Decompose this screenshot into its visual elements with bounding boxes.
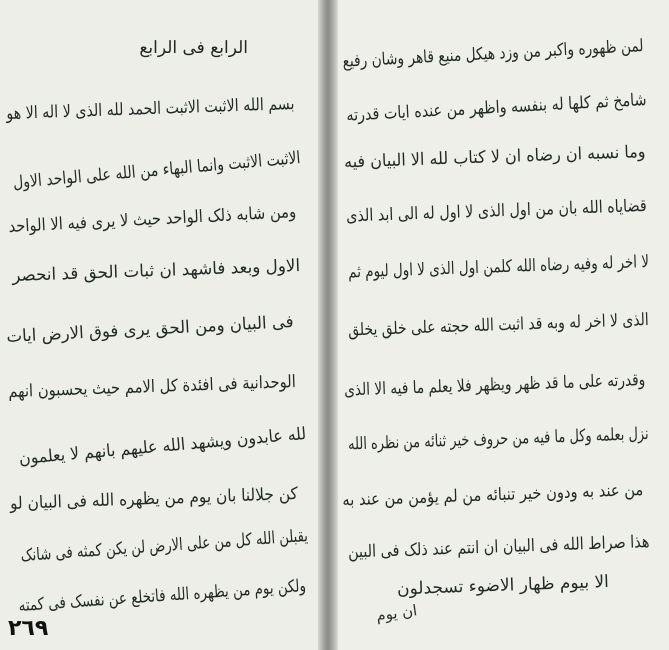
right-line-2: شامخ ثم کلها له بنفسه واظهر من عنده ایات قدرته xyxy=(346,90,648,126)
right-line-8: نزل بعلمه وکل ما فیه من حروف خیر ثنائه من نظره الله xyxy=(348,424,650,455)
left-line-4: الاول وبعد فاشهد ان ثبات الحق قد انحصر xyxy=(11,256,301,287)
left-line-7: لله عابدون ویشهد الله علیهم بانهم لا یعلمون xyxy=(18,424,307,470)
left-line-9: یقبلن الله کل من علی الارض لن یکن کمثه فی شانک xyxy=(20,526,309,567)
right-page xyxy=(338,0,669,650)
left-line-6: الوحدانیة فی افئدة کل الامم حیث یحسبون انهم xyxy=(8,372,297,403)
right-line-9: من عند به ودون خیر تنبائه من لم یؤمن من عند به xyxy=(341,480,644,511)
right-line-10: هذا صراط الله فی البیان ان انتم عند ذلک فی البین xyxy=(347,532,650,563)
left-line-8: کن جلالنا بان یوم من یظهره الله فی البیان لو xyxy=(9,484,299,515)
page-number: ٢٦٩ xyxy=(8,616,49,641)
right-line-6: الذی لا اخر له وبه قد اثبت الله حجته علی خلق یخلق xyxy=(348,310,650,341)
left-line-1: بسم الله الاثبت الاثبت الحمد لله الذی لا اله الا هو xyxy=(5,94,295,125)
right-line-1: لمن ظهوره واکبر من وزد هیکل منیع قاهر وشان رفیع xyxy=(341,36,644,72)
left-line-5: فی البیان ومن الحق یری فوق الارض ایات xyxy=(6,312,295,348)
catchword: ان یوم xyxy=(374,601,419,625)
left-page xyxy=(0,0,318,650)
left-line-10: ولکن یوم من یظهره الله فاتخلع عن نفسک فی کمته xyxy=(18,576,307,617)
right-line-7: وقدرته علی ما قد ظهر ویظهر فلا یعلم ما فیه الا الذی xyxy=(343,370,646,401)
left-line-2: الاثبت الاثبت وانما البهاء من الله علی الواحد الاول xyxy=(11,148,301,194)
right-line-3: وما نسبه ان رضاه ان لا کتاب لله الا البیان فیه xyxy=(343,142,646,173)
book-gutter xyxy=(318,0,338,650)
right-line-5: لا اخر له وفیه رضاه الله کلمن اول الذی لا اول لیوم ثم xyxy=(347,252,650,283)
left-line-3: ومن شابه ذلک الواحد حیث لا یری فیه الا الواحد xyxy=(7,202,297,238)
left-page-heading: الرابع فی الرابع xyxy=(139,38,248,58)
right-line-11: الا بیوم ظهار الاضوء تسجدلون xyxy=(396,572,610,600)
right-line-4: قضایاه الله بان من اول الذی لا اول له الی ابد الذی xyxy=(346,196,648,227)
